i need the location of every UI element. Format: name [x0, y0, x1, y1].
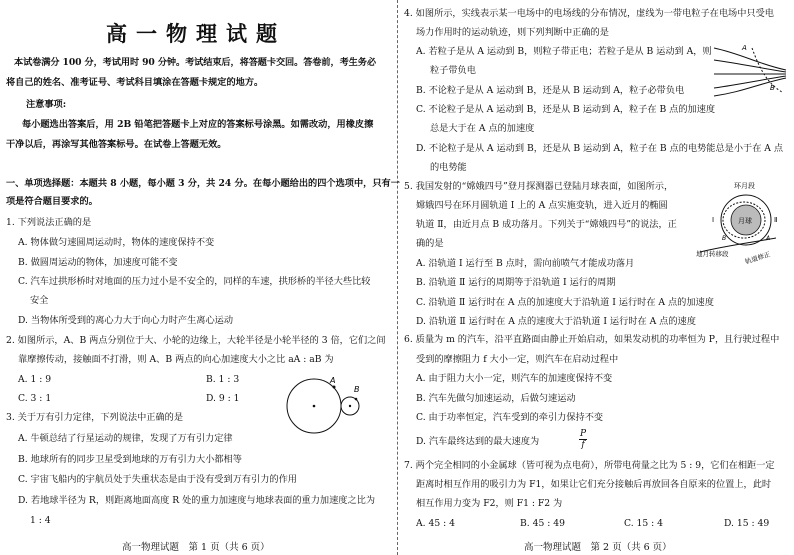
q1-option-c-cont: 安全 — [30, 295, 49, 306]
q1-option-b: B. 做圆周运动的物体，加速度可能不变 — [18, 257, 178, 268]
q7-stem-cont-1: 距离时相互作用的吸引力为 F1，如果让它们充分接触后再放回各自原来的位置上，此时 — [416, 479, 772, 490]
fig-transfer-label: 地月转移段 — [696, 250, 729, 258]
q4-option-c-cont: 总是大于在 A 点的加速度 — [430, 123, 535, 134]
fig-orbit-label-top: 环月段 — [734, 182, 755, 190]
q7-stem: 7. 两个完全相同的小金属球（皆可视为点电荷），所带电荷量之比为 5 : 9，它们在相距一定 — [404, 460, 775, 471]
q2-option-a: A. 1 : 9 — [18, 374, 52, 385]
q2-option-b: B. 1 : 3 — [206, 374, 240, 385]
fig-orbit-ii: Ⅱ — [774, 216, 778, 224]
q2-wheels-figure — [286, 370, 366, 436]
fig-correction-label: 轨道修正 — [744, 250, 772, 266]
fig-point-b: B — [770, 84, 775, 92]
q3-option-c: C. 宇宙飞船内的宇航员处于失重状态是由于没有受到万有引力的作用 — [18, 474, 297, 485]
q2-option-d: D. 9 : 1 — [206, 393, 240, 404]
notice-line-1: 每小题选出答案后，用 2B 铅笔把答题卡上对应的答案标号涂黑。如需改动，用橡皮擦 — [22, 119, 374, 130]
q5-option-c: C. 沿轨道 Ⅱ 运行时在 A 点的加速度大于沿轨道 Ⅰ 运行时在 A 点的加速度 — [416, 297, 714, 308]
q3-option-d: D. 若地球半径为 R，则距离地面高度 R 处的重力加速度与地球表面的重力加速度之比为 — [18, 495, 376, 506]
q6-option-c: C. 由于功率恒定，汽车受到的牵引力保持不变 — [416, 412, 604, 423]
q5-option-b: B. 沿轨道 Ⅱ 运行的周期等于沿轨道 Ⅰ 运行的周期 — [416, 277, 616, 288]
q4-option-a-cont: 粒子带负电 — [430, 65, 476, 76]
q4-field-lines-figure — [712, 40, 788, 98]
q3-option-a: A. 牛顿总结了行星运动的规律，发现了万有引力定律 — [18, 433, 233, 444]
section-heading-line-1: 一、单项选择题：本题共 8 小题，每小题 3 分，共 24 分。在每小题给出的四个选项中，只有一 — [6, 178, 400, 189]
q2-option-c: C. 3 : 1 — [18, 393, 52, 404]
fig-orbit-i: Ⅰ — [712, 216, 715, 224]
intro-line-2: 将自己的姓名、准考证号、考试科目填涂在答题卡规定的地方。 — [6, 77, 264, 88]
page-1-footer: 高一物理试题 第 1 页（共 6 页） — [122, 542, 270, 553]
fig-point-b: B — [722, 235, 727, 242]
q6-stem: 6. 质量为 m 的汽车，沿平直路面由静止开始启动，如果发动机的功率恒为 P，且行驶过程中 — [404, 334, 780, 345]
q7-option-b: B. 45 : 49 — [520, 518, 565, 529]
q1-option-c: C. 汽车过拱形桥时对地面的压力过小是不安全的，同样的车速，拱形桥的半径大些比较 — [18, 276, 371, 287]
fraction-numerator: P — [580, 429, 587, 439]
q6-option-a: A. 由于阻力大小一定，则汽车的加速度保持不变 — [416, 373, 613, 384]
q5-option-d: D. 沿轨道 Ⅱ 运行时在 A 点的速度大于沿轨道 Ⅰ 运行时在 A 点的速度 — [416, 316, 696, 327]
q7-option-c: C. 15 : 4 — [624, 518, 664, 529]
section-heading-line-2: 项是符合题目要求的。 — [6, 196, 98, 207]
page-2-footer: 高一物理试题 第 2 页（共 6 页） — [524, 542, 672, 553]
q2-stem-cont: 靠摩擦传动，接触面不打滑，则 A、B 两点的向心加速度大小之比 aA : aB 为 — [18, 354, 334, 365]
q1-option-d: D. 当物体所受到的离心力大于向心力时产生离心运动 — [18, 315, 234, 326]
fraction-denominator: f — [581, 440, 585, 450]
q4-option-a: A. 若粒子是从 A 运动到 B，则粒子带正电；若粒子是从 B 运动到 A，则 — [416, 46, 712, 57]
q6-option-b: B. 汽车先做匀加速运动，后做匀速运动 — [416, 393, 576, 404]
q1-option-a: A. 物体做匀速圆周运动时，物体的速度保持不变 — [18, 237, 215, 248]
q3-option-d-cont: 1 : 4 — [30, 515, 51, 526]
q5-orbit-figure — [694, 180, 790, 270]
q5-stem-cont-3: 确的是 — [416, 238, 444, 249]
q4-stem: 4. 如图所示，实线表示某一电场中的电场线的分布情况，虚线为一带电粒子在电场中只受电 — [404, 8, 774, 19]
intro-line-1: 本试卷满分 100 分，考试用时 90 分钟。考试结束后，将答题卡交回。答卷前，考生务必 — [14, 57, 376, 68]
q5-stem-cont-2: 轨道 Ⅱ，由近月点 B 成功落月。下列关于“嫦娥四号”的说法，正 — [416, 219, 677, 230]
q5-stem: 5. 我国发射的“嫦娥四号”登月探测器已登陆月球表面，如图所示， — [404, 181, 674, 192]
q6-stem-cont: 受到的摩擦阻力 f 大小一定，则汽车在启动过程中 — [416, 354, 619, 365]
q4-stem-cont: 场力作用时的运动轨迹，则下列判断中正确的是 — [416, 27, 609, 38]
q4-option-c: C. 不论粒子是从 A 运动到 B，还是从 B 运动到 A，粒子在 B 点的加速度 — [416, 104, 716, 115]
notice-heading: 注意事项: — [26, 99, 67, 110]
q2-stem: 2. 如图所示，A、B 两点分别位于大、小轮的边缘上，大轮半径是小轮半径的 3 倍，它们之间 — [6, 335, 386, 346]
fig-point-a: A — [742, 44, 747, 52]
q4-option-d-cont: 的电势能 — [430, 162, 467, 173]
fig-point-a: A — [766, 235, 771, 242]
fig-moon-label: 月球 — [738, 217, 752, 225]
q7-option-d: D. 15 : 49 — [724, 518, 770, 529]
q3-stem: 3. 关于万有引力定律，下列说法中正确的是 — [6, 412, 184, 423]
page-2 — [404, 0, 794, 555]
q1-stem: 1. 下列说法正确的是 — [6, 217, 92, 228]
q6-option-d: D. 汽车最终达到的最大速度为 — [416, 436, 540, 447]
q4-option-d: D. 不论粒子是从 A 运动到 B，还是从 B 运动到 A，粒子在 B 点的电势能总是小于在 A 点 — [416, 143, 784, 154]
q7-stem-cont-2: 相互作用力变为 F2，则 F1 : F2 为 — [416, 498, 563, 509]
q7-option-a: A. 45 : 4 — [416, 518, 455, 529]
q5-stem-cont-1: 嫦娥四号在环月圆轨道 Ⅰ 上的 A 点实施变轨，进入近月的椭圆 — [416, 200, 668, 211]
notice-line-2: 干净以后，再涂写其他答案标号。在试卷上答题无效。 — [6, 139, 227, 150]
exam-title: 高一物理试题 — [106, 22, 286, 46]
q3-option-b: B. 地球所有的同步卫星受到地球的万有引力大小都相等 — [18, 454, 242, 465]
q6-fraction — [579, 429, 587, 450]
q5-option-a: A. 沿轨道 Ⅰ 运行至 B 点时，需向前喷气才能成功落月 — [416, 258, 635, 269]
q4-option-b: B. 不论粒子是从 A 运动到 B，还是从 B 运动到 A，粒子必带负电 — [416, 85, 685, 96]
fig-point-b: B — [354, 385, 360, 394]
fig-point-a: A — [330, 376, 336, 385]
page-divider — [397, 0, 398, 555]
